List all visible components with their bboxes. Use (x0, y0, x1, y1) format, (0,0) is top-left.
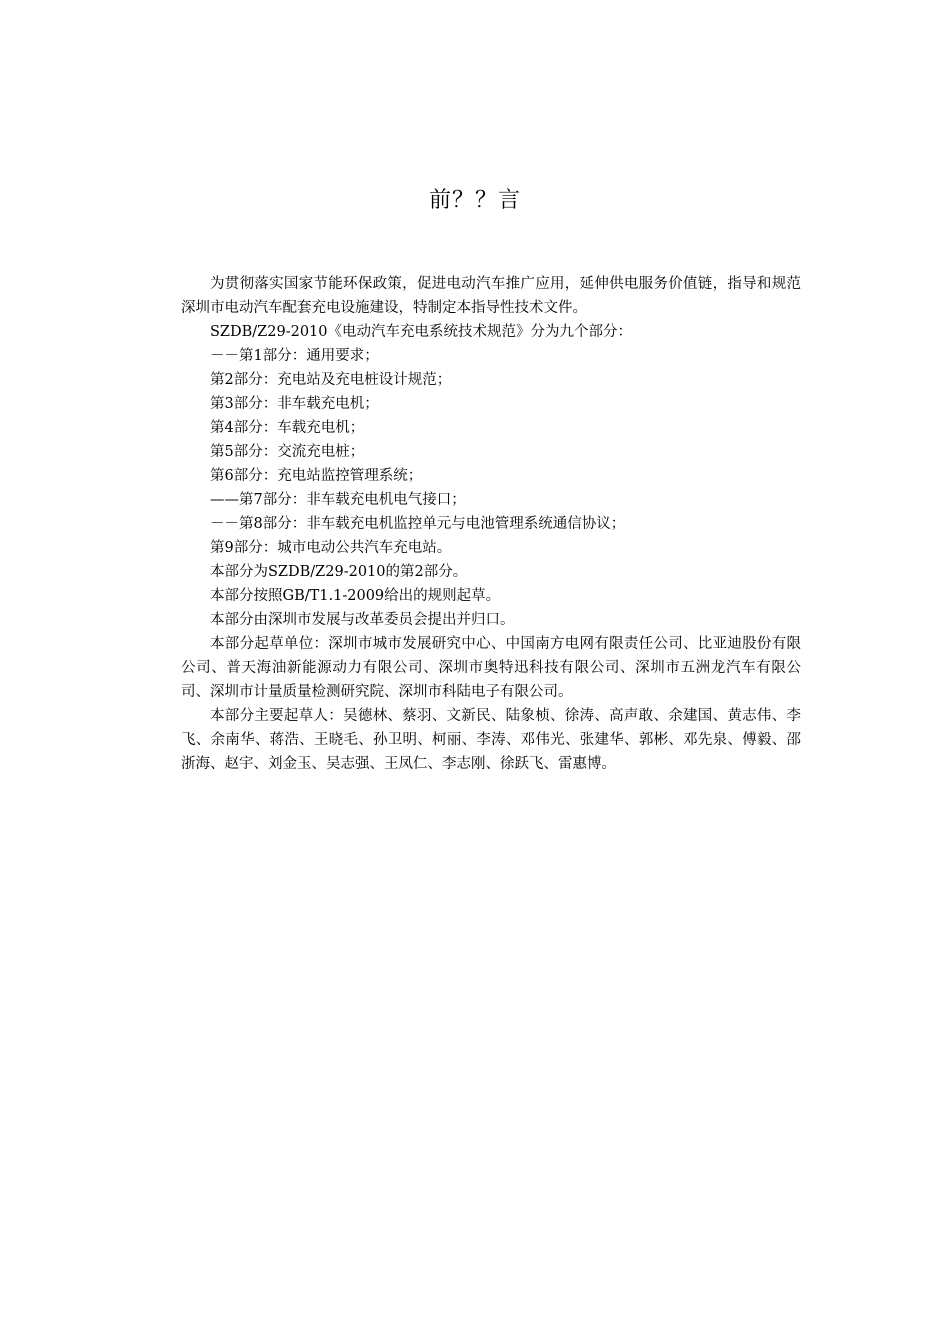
page-title: 前？？言 (428, 188, 521, 213)
paragraph-drafters: 本部分主要起草人：吴德林、蔡羽、文新民、陆象桢、徐涛、高声敢、余建国、黄志伟、李飞、余南华、蒋浩、王晓毛、孙卫明、柯丽、李涛、邓伟光、张建华、郭彬、邓先泉、傅毅、邵浙海、赵宇、刘金玉、吴志强、王凤仁、李志刚、徐跃飞、雷惠博。 (181, 708, 801, 772)
paragraph-this-part: 本部分为SZDB/Z29-2010的第2部分。 (210, 564, 468, 580)
foreword-body (181, 272, 801, 776)
list-item-part-7: ——第7部分：非车载充电机电气接口； (210, 492, 466, 508)
paragraph-purpose: 为贯彻落实国家节能环保政策，促进电动汽车推广应用，延伸供电服务价值链，指导和规范深圳市电动汽车配套充电设施建设，特制定本指导性技术文件。 (181, 276, 801, 316)
paragraph-series-intro: SZDB/Z29-2010《电动汽车充电系统技术规范》分为九个部分： (210, 324, 632, 340)
list-item-part-4: 第4部分：车载充电机； (210, 420, 365, 436)
paragraph-drafting-rules: 本部分按照GB/T1.1-2009给出的规则起草。 (210, 588, 501, 604)
list-item-part-8: －－第8部分：非车载充电机监控单元与电池管理系统通信协议； (210, 516, 626, 532)
list-item-part-5: 第5部分：交流充电桩； (210, 444, 365, 460)
paragraph-drafting-units: 本部分起草单位：深圳市城市发展研究中心、中国南方电网有限责任公司、比亚迪股份有限公司、普天海油新能源动力有限公司、深圳市奥特迅科技有限公司、深圳市五洲龙汽车有限公司、深圳市计量质量检测研究院、深圳市科陆电子有限公司。 (181, 636, 801, 700)
list-item-part-1: －－第1部分：通用要求； (210, 348, 379, 364)
paragraph-proposer: 本部分由深圳市发展与改革委员会提出并归口。 (210, 612, 515, 628)
list-item-part-3: 第3部分：非车载充电机； (210, 396, 379, 412)
list-item-part-2: 第2部分：充电站及充电桩设计规范； (210, 372, 452, 388)
list-item-part-9: 第9部分：城市电动公共汽车充电站。 (210, 540, 452, 556)
list-item-part-6: 第6部分：充电站监控管理系统； (210, 468, 423, 484)
